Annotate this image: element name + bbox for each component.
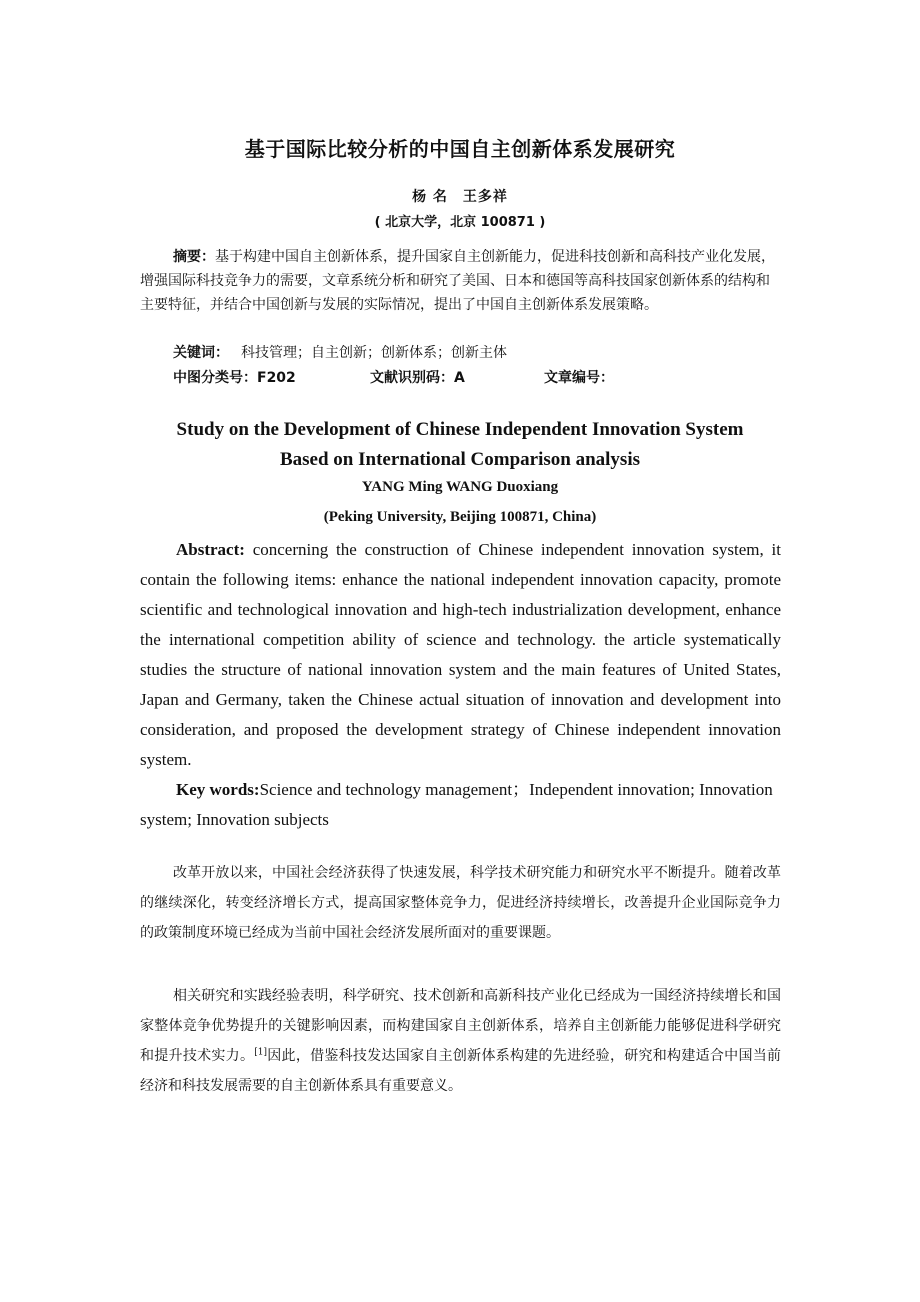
en-keywords bbox=[140, 775, 781, 835]
body-paragraph-2 bbox=[140, 981, 781, 1101]
zh-keywords bbox=[173, 343, 507, 363]
zh-affiliation: ( 北京大学，北京 100871 ) bbox=[374, 215, 546, 230]
en-keywords-label: Key words: bbox=[176, 780, 260, 799]
citation-ref-1[interactable]: [1] bbox=[254, 1047, 267, 1058]
zh-abstract-text: 基于构建中国自主创新体系，提升国家自主创新能力，促进科技创新和高科技产业化发展，增强国际科技竞争力的需要，文章系统分析和研究了美国、日本和德国等高科技国家创新体系的结构和主要特征，并结合中国创新与发展的实际情况，提出了中国自主创新体系发展策略。 bbox=[140, 249, 775, 313]
zh-article-no: 文章编号： bbox=[544, 370, 614, 386]
en-keywords-text: Science and technology management；Independent innovation; Innovation system; Innovation subjects bbox=[140, 780, 773, 829]
zh-classification: 中图分类号：F202 bbox=[173, 370, 296, 386]
en-abstract-label: Abstract: bbox=[176, 540, 245, 559]
en-authors: YANG Ming WANG Duoxiang bbox=[361, 479, 559, 495]
zh-abstract-label: 摘要： bbox=[173, 249, 215, 265]
en-affiliation: (Peking University, Beijing 100871, China) bbox=[323, 509, 597, 525]
en-title-line1: Study on the Development of Chinese Independent Innovation System bbox=[176, 419, 744, 440]
zh-doc-code: 文献识别码：A bbox=[370, 370, 465, 386]
body-paragraph-2-text-a: 相关研究和实践经验表明，科学研究、技术创新和高新科技产业化已经成为一国经济持续增长和国家整体竞争优势提升的关键影响因素，而构建国家自主创新体系，培养自主创新能力能够促进科学研究和提升技术实力。 bbox=[140, 988, 781, 1064]
en-abstract bbox=[140, 535, 781, 775]
zh-abstract bbox=[140, 245, 781, 317]
zh-keywords-text: 科技管理；自主创新；创新体系；创新主体 bbox=[241, 345, 507, 361]
zh-keywords-label: 关键词： bbox=[173, 345, 229, 361]
body-paragraph-2-text-b: 因此，借鉴科技发达国家自主创新体系构建的先进经验，研究和构建适合中国当前经济和科技发展需要的自主创新体系具有重要意义。 bbox=[140, 1048, 782, 1094]
zh-authors: 杨 名 王多祥 bbox=[412, 189, 508, 205]
en-abstract-text: concerning the construction of Chinese independent innovation system, it contain the following items: enhance the national independent innovation capacity, promote scientific and technological innovation and high-tech industrialization development, enhance the international competition ability of science and technology. the article systematically studies the structure of national innovation system and the main features of United States, Japan and Germany, taken the Chinese actual situation of innovation and development into consideration, and proposed the development strategy of Chinese independent innovation system. bbox=[140, 540, 781, 769]
body-paragraph-1: 改革开放以来，中国社会经济获得了快速发展，科学技术研究能力和研究水平不断提升。随着改革的继续深化，转变经济增长方式，提高国家整体竞争力，促进经济持续增长，改善提升企业国际竞争力的政策制度环境已经成为当前中国社会经济发展所面对的重要课题。 bbox=[140, 865, 781, 941]
zh-title: 基于国际比较分析的中国自主创新体系发展研究 bbox=[244, 137, 676, 161]
en-title bbox=[0, 415, 920, 475]
en-title-line2: Based on International Comparison analysis bbox=[279, 449, 640, 470]
